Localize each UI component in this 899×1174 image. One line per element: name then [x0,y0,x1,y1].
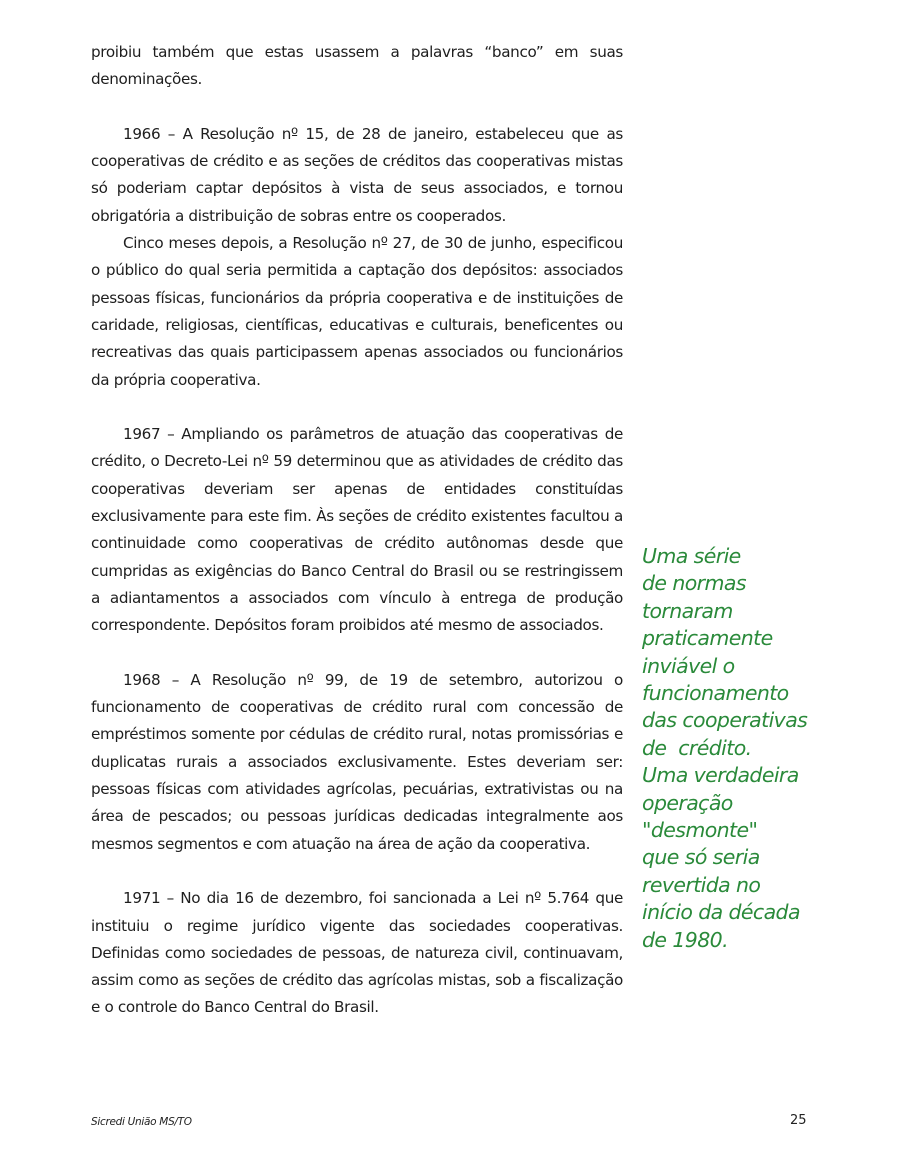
paragraph-1971: 1971 – No dia 16 de dezembro, foi sancionada a Lei nº 5.764 que instituiu o regime jurídico vigente das sociedades cooperativas. Definidas como sociedades de pessoas, de natureza civil, continuavam, assim como as seções de crédito das agrícolas mistas, sob a fiscalização e o controle do Banco Central do Brasil. [91,889,623,1017]
paragraph-1967: 1967 – Ampliando os parâmetros de atuação das cooperativas de crédito, o Decreto-Lei nº 59 determinou que as atividades de crédito das cooperativas deveriam ser apenas de entidades constituídas exclusivamente para este fim. Às seções de crédito existentes facultou a continuidade como cooperativas de crédito autônomas desde que cumpridas as exigências do Banco Central do Brasil ou se restringissem a adiantamentos a associados com vínculo à entrega de produção correspondente. Depósitos foram proibidos até mesmo de associados. [91,425,623,635]
pull-quote-line: tornaram [642,598,733,623]
pull-quote-line: Uma série [642,544,741,568]
pull-quote-line: de normas [642,571,746,596]
pull-quote-line: das cooperativas [642,708,808,733]
pull-quote-line: praticamente [642,626,773,651]
pull-quote-line: "desmonte" [642,818,758,843]
pull-quote-line: Uma verdadeira [642,763,799,788]
pull-quote-line: início da década [642,900,800,925]
pull-quote-line: de crédito. [642,735,752,760]
pull-quote-line: revertida no [642,872,761,897]
pull-quote-line: operação [642,790,733,815]
paragraph-1966: 1966 – A Resolução nº 15, de 28 de janeiro, estabeleceu que as cooperativas de crédito e as seções de créditos das cooperativas mistas só poderiam captar depósitos à vista de seus associados, e tornou obrigatória a distribuição de sobras entre os cooperados. [91,124,623,225]
body-text [91,39,623,1022]
pull-quote-line: que só seria [642,845,760,870]
pull-quote-line: inviável o [642,653,735,678]
paragraph-continuation: proibiu também que estas usassem a palavras “banco” em suas denominações. [91,43,623,89]
paragraph-1966-followup: Cinco meses depois, a Resolução nº 27, de 30 de junho, especificou o público do qual seria permitida a captação dos depósitos: associados pessoas físicas, funcionários da própria cooperativa e de instituições de caridade, religiosas, científicas, educativas e culturais, beneficentes ou recreativas das quais participassem apenas associados ou funcionários da própria cooperativa. [91,234,623,389]
pull-quote [642,543,817,954]
paragraph-1968: 1968 – A Resolução nº 99, de 19 de setembro, autorizou o funcionamento de cooperativas de crédito rural com concessão de empréstimos somente por cédulas de crédito rural, notas promissórias e duplicatas rurais a associados exclusivamente. Estes deveriam ser: pessoas físicas com atividades agrícolas, pecuárias, extrativistas ou na área de pescados; ou pessoas jurídicas dedicadas integralmente aos mesmos segmentos e com atuação na área de ação da cooperativa. [91,670,623,853]
pull-quote-line: de 1980. [642,927,729,952]
pull-quote-line: funcionamento [642,681,789,706]
page-number: 25 [790,1113,807,1128]
footer-publication-name: Sicredi União MS/TO [91,1116,192,1128]
